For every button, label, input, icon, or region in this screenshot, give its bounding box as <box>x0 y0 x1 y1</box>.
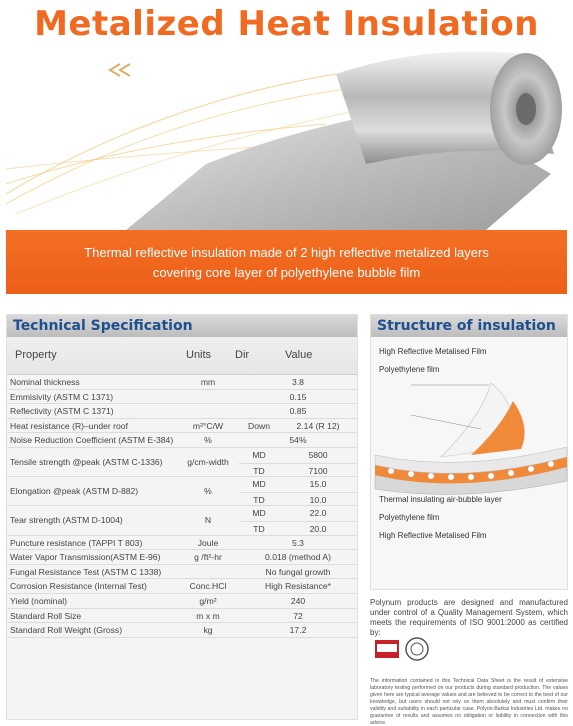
certification-logo-icon <box>374 636 400 662</box>
certification-badges <box>374 636 430 662</box>
spec-direction: TD <box>253 494 265 505</box>
spec-row <box>7 565 357 580</box>
spec-property: Nominal thickness <box>10 377 80 387</box>
spec-property: Tensile strength @peak (ASTM C-1336) <box>10 456 163 467</box>
spec-row <box>7 550 357 565</box>
spec-value: 7100 <box>308 465 328 476</box>
spec-unit <box>177 565 239 579</box>
page-title: Metalized Heat Insulation <box>34 4 539 44</box>
spec-value: 0.85 <box>289 406 307 417</box>
spec-value: 3.8 <box>292 377 304 387</box>
spec-unit: N <box>204 515 212 526</box>
structure-label-5: High Reflective Metalised Film <box>379 531 487 540</box>
banner-line-1: Thermal reflective insulation made of 2 high reflective metalized layers <box>84 245 489 260</box>
spec-row <box>7 433 357 448</box>
iso-seal-icon <box>404 636 430 662</box>
structure-label-3: Thermal insulating air-bubble layer <box>379 495 502 504</box>
spec-property: Fungal Resistance Test (ASTM C 1338) <box>10 566 162 577</box>
spec-row <box>7 404 357 419</box>
spec-value: 54% <box>289 435 307 446</box>
spec-value: 17.2 <box>289 625 307 636</box>
spec-value: 20.0 <box>309 523 327 534</box>
spec-unit: g/m² <box>199 595 217 606</box>
spec-value: 0.018 (method A) <box>265 552 331 563</box>
col-property: Property <box>15 349 57 361</box>
spec-unit: Conc.HCl <box>189 581 227 592</box>
spec-row <box>7 579 357 594</box>
spec-value: No fungal growth <box>265 566 331 577</box>
spec-unit: m²°C/W <box>192 420 224 431</box>
structure-label-2: Polyethylene film <box>379 365 440 374</box>
structure-label-1: High Reflective Metalised Film <box>379 347 487 356</box>
spec-value: 10.0 <box>309 494 327 505</box>
spec-unit: mm <box>200 377 216 387</box>
spec-property: Corrosion Resistance (Internal Test) <box>10 581 147 592</box>
spec-unit: % <box>204 485 212 496</box>
spec-unit: kg <box>203 625 213 636</box>
spec-value: 0.15 <box>289 391 307 402</box>
spec-unit: m x m <box>196 610 220 621</box>
spec-direction: Down <box>248 420 270 431</box>
spec-property: Water Vapor Transmission(ASTM E-96) <box>10 552 161 563</box>
spec-value: 240 <box>290 595 306 606</box>
spec-row <box>7 448 357 477</box>
structure-panel <box>370 314 568 590</box>
certification-block <box>370 598 568 726</box>
spec-property: Elongation @peak (ASTM D-882) <box>10 485 139 496</box>
spec-value: 22.0 <box>309 508 327 519</box>
spec-unit <box>177 404 239 418</box>
chevron-left-icon <box>110 64 130 76</box>
col-value: Value <box>285 349 313 361</box>
spec-direction: MD <box>252 449 266 460</box>
layer-diagram <box>371 377 569 497</box>
technical-spec-panel <box>6 314 358 720</box>
structure-heading: Structure of insulation <box>371 315 567 337</box>
spec-heading: Technical Specification <box>7 315 357 337</box>
spec-value: High Resistance* <box>265 581 331 592</box>
spec-row <box>7 623 357 638</box>
spec-property: Puncture resistance (TAPPI T 803) <box>10 537 143 548</box>
banner-line-2: covering core layer of polyethylene bubble film <box>152 265 421 280</box>
spec-column-headers <box>7 337 357 375</box>
insulation-roll-illustration <box>6 44 567 230</box>
spec-table-body <box>7 375 357 638</box>
spec-value: 72 <box>293 610 303 621</box>
spec-row <box>7 375 357 390</box>
spec-row <box>7 609 357 624</box>
spec-property: Noise Reduction Coefficient (ASTM E-384) <box>10 435 174 446</box>
col-units: Units <box>186 349 212 361</box>
spec-value: 5.3 <box>292 537 304 548</box>
disclaimer-text: The information contained in this Technical Data Sheet is the result of extensive laboratory testing performed on our products during standard production. The values given here are typical average values and are believed to be correct to the best of our knowledge, but users should not rely on them absolutely and must confirm their validity and suitability in each particular case. Polyon-Barkai Industries Ltd. makes no guarantee of results and assumes no obligation or liability in connection with this advice. <box>370 678 568 726</box>
spec-direction: TD <box>253 465 265 476</box>
spec-unit <box>177 390 239 404</box>
spec-property: Yield (nominal) <box>10 595 67 606</box>
spec-unit: % <box>204 435 212 446</box>
spec-property: Standard Roll Size <box>10 610 82 621</box>
spec-value: 5800 <box>308 449 328 460</box>
spec-direction: MD <box>252 479 266 490</box>
spec-unit: g/cm-width <box>187 456 229 467</box>
spec-row <box>7 419 357 434</box>
spec-property: Heat resistance (R)–under roof <box>10 420 128 431</box>
spec-direction: MD <box>252 508 266 519</box>
spec-property: Reflectivity (ASTM C 1371) <box>10 406 114 417</box>
spec-unit: g /ft²-hr <box>194 552 222 563</box>
spec-property: Tear strength (ASTM D-1004) <box>10 515 123 526</box>
spec-row <box>7 594 357 609</box>
col-dir: Dir <box>235 349 250 361</box>
structure-label-4: Polyethylene film <box>379 513 440 522</box>
spec-property: Emmisivity (ASTM C 1371) <box>10 391 114 402</box>
spec-unit: Joule <box>197 537 219 548</box>
certification-text: Polynum products are designed and manufactured under control of a Quality Management System, which meets the requirements of ISO 9001:2000 as certified by: <box>370 598 568 637</box>
description-banner <box>6 230 567 294</box>
spec-row <box>7 477 357 506</box>
spec-property: Standard Roll Weight (Gross) <box>10 625 123 636</box>
spec-direction: TD <box>253 523 265 534</box>
spec-row <box>7 506 357 535</box>
spec-value: 2.14 (R 12) <box>296 420 340 431</box>
product-hero-image <box>6 44 567 230</box>
spec-row <box>7 536 357 551</box>
spec-value: 15.0 <box>309 479 327 490</box>
spec-row <box>7 390 357 405</box>
